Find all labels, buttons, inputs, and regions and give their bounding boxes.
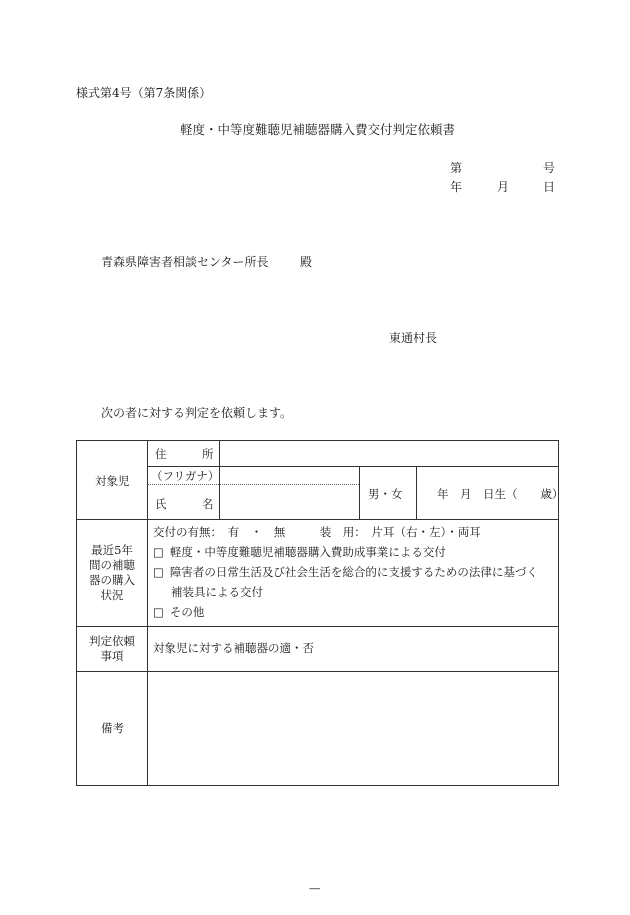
sex-selector[interactable]: 男・女	[368, 487, 403, 501]
date-year: 年	[450, 180, 463, 194]
issuance-status-line[interactable]: 交付の有無： 有 ・ 無 装 用： 片耳（右・左）・両耳	[153, 525, 481, 539]
target-child-label: 対象児	[95, 474, 130, 488]
addressee-name: 青森県障害者相談センター所長	[101, 255, 269, 269]
doc-number-dai: 第	[450, 161, 463, 175]
remarks-field[interactable]	[150, 674, 555, 782]
name-field[interactable]	[222, 487, 356, 517]
document-title: 軽度・中等度難聴児補聴器購入費交付判定依頼書	[180, 122, 456, 137]
page-number: —	[309, 881, 321, 895]
judgment-content[interactable]: 対象児に対する補聴器の適・否	[153, 641, 314, 655]
addressee-honorific: 殿	[300, 255, 313, 269]
request-form-table	[76, 440, 564, 786]
intro-text: 次の者に対する判定を依頼します。	[101, 406, 293, 420]
date-day: 日	[543, 180, 556, 194]
name-label-a: 氏	[155, 497, 167, 511]
purchase-history-label: 最近5年 間の補聴 器の購入 状況	[89, 543, 135, 602]
option-other[interactable]: □ その他	[153, 605, 205, 619]
checkbox-icon[interactable]: □	[153, 545, 164, 559]
sender-name: 東通村長	[389, 331, 438, 345]
form-number: 様式第4号（第7条関係）	[76, 86, 212, 100]
birth-date-field[interactable]: 年 月 日生（ 歳）	[437, 487, 564, 501]
address-field[interactable]	[222, 443, 556, 464]
doc-number-go: 号	[543, 161, 556, 175]
judgment-label: 判定依頼 事項	[89, 634, 135, 663]
date-month: 月	[497, 180, 510, 194]
option-subsidy[interactable]: □ 軽度・中等度難聴児補聴器購入費助成事業による交付	[153, 545, 446, 559]
checkbox-icon[interactable]: □	[153, 565, 164, 579]
option-prosthetic-law[interactable]: □ 障害者の日常生活及び社会生活を総合的に支援するための法律に基づく	[153, 565, 538, 579]
name-label-b: 名	[202, 497, 214, 511]
address-label-a: 住	[155, 447, 167, 461]
remarks-label: 備考	[101, 721, 124, 735]
option-prosthetic-law-cont: 補装具による交付	[171, 585, 263, 599]
checkbox-icon[interactable]: □	[153, 605, 164, 619]
furigana-label: （フリガナ）	[151, 469, 220, 483]
furigana-field[interactable]	[222, 468, 356, 483]
address-label-b: 所	[202, 447, 214, 461]
